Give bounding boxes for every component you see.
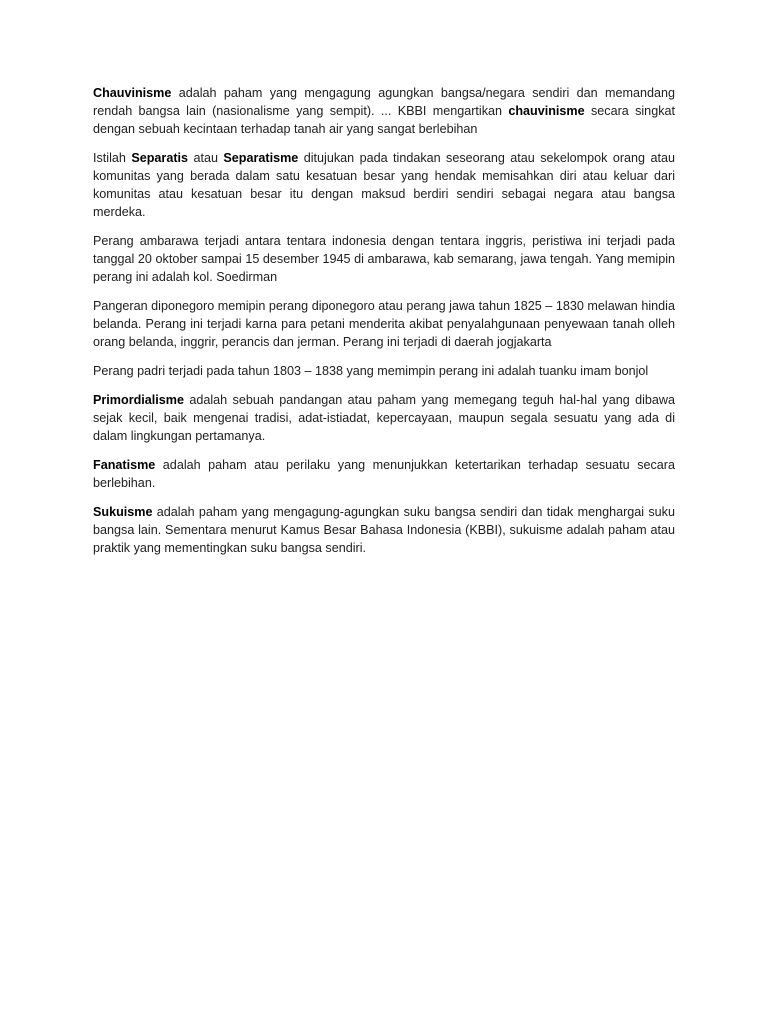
term-chauvinisme-inline: chauvinisme	[508, 104, 585, 118]
paragraph-text: secara singkat dengan sebuah kecintaan terhadap tanah air yang sangat berlebihan	[93, 104, 675, 136]
paragraph-text: atau	[188, 151, 224, 165]
term-separatis: Separatis	[131, 151, 189, 165]
document-page	[93, 84, 675, 568]
paragraph-text: adalah paham atau perilaku yang menunjukkan ketertarikan terhadap sesuatu secara berlebihan.	[93, 458, 675, 490]
paragraph-fanatisme	[93, 456, 675, 492]
term-separatisme: Separatisme	[223, 151, 299, 165]
term-fanatisme: Fanatisme	[93, 458, 156, 472]
paragraph-text: ditujukan pada tindakan seseorang atau sekelompok orang atau komunitas yang berada dalam satu kesatuan besar yang hendak memisahkan diri atau keluar dari komunitas atau kesatuan besar itu dengan maksud berdiri sendiri sebagai negara atau bangsa merdeka.	[93, 151, 675, 219]
paragraph-text: adalah paham yang mengagung-agungkan suku bangsa sendiri dan tidak menghargai suku bangsa lain. Sementara menurut Kamus Besar Bahasa Indonesia (KBBI), sukuisme adalah paham atau praktik yang mementingkan suku bangsa sendiri.	[93, 505, 675, 555]
paragraph-perang-ambarawa	[93, 232, 675, 286]
paragraph-text: Pangeran diponegoro memipin perang diponegoro atau perang jawa tahun 1825 – 1830 melawan hindia belanda. Perang ini terjadi karna para petani menderita akibat penyalahgunaan penyewaan tanah olleh orang belanda, inggrir, perancis dan jerman. Perang ini terjadi di daerah jogjakarta	[93, 299, 675, 349]
paragraph-text: adalah paham yang mengagung agungkan bangsa/negara sendiri dan memandang rendah bangsa lain (nasionalisme yang sempit). ... KBBI mengartikan	[93, 86, 675, 118]
paragraph-text: Perang ambarawa terjadi antara tentara indonesia dengan tentara inggris, peristiwa ini terjadi pada tanggal 20 oktober sampai 15 desember 1945 di ambarawa, kab semarang, jawa tengah. Yang memipin perang ini adalah kol. Soedirman	[93, 234, 675, 284]
paragraph-primordialisme	[93, 391, 675, 445]
paragraph-perang-diponegoro	[93, 297, 675, 351]
paragraph-separatisme	[93, 149, 675, 221]
paragraph-sukuisme	[93, 503, 675, 557]
paragraph-perang-padri	[93, 362, 675, 380]
paragraph-chauvinisme	[93, 84, 675, 138]
paragraph-text: Perang padri terjadi pada tahun 1803 – 1838 yang memimpin perang ini adalah tuanku imam bonjol	[93, 364, 649, 378]
term-primordialisme: Primordialisme	[93, 393, 184, 407]
paragraph-text: Istilah	[93, 151, 132, 165]
paragraph-text: adalah sebuah pandangan atau paham yang memegang teguh hal-hal yang dibawa sejak kecil, baik mengenai tradisi, adat-istiadat, kepercayaan, maupun segala sesuatu yang ada di dalam lingkungan pertamanya.	[93, 393, 675, 443]
term-sukuisme: Sukuisme	[93, 505, 153, 519]
term-chauvinisme: Chauvinisme	[93, 86, 172, 100]
